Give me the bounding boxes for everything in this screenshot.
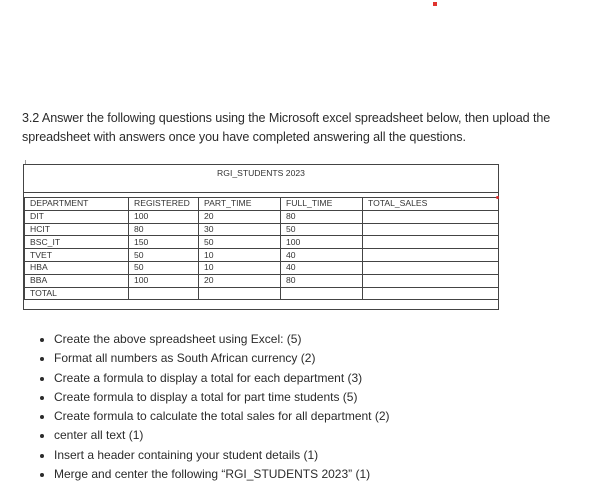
- spreadsheet-table: [23, 164, 499, 310]
- task-item: • Create formula to display a total for part time students (5): [54, 388, 390, 407]
- task-item: • center all text (1): [54, 426, 390, 445]
- table-cell: [363, 249, 499, 262]
- table-cell: [363, 223, 499, 236]
- question-text: 3.2 Answer the following questions using the Microsoft excel spreadsheet below, then upload the spreadsheet with answers once you have completed answering all the questions.: [22, 111, 551, 144]
- table-cell: HBA: [25, 261, 129, 274]
- task-item: • Merge and center the following “RGI_STUDENTS 2023” (1): [54, 465, 390, 484]
- task-item: • Create a formula to display a total for each department (3): [54, 369, 390, 388]
- table-cell: 100: [281, 236, 363, 249]
- red-marker-dot: [496, 196, 499, 199]
- table-cell: 100: [129, 210, 199, 223]
- table-cell: BSC_IT: [25, 236, 129, 249]
- table-cell: 100: [129, 274, 199, 287]
- task-item: • Create formula to calculate the total sales for all department (2): [54, 407, 390, 426]
- table-row: [25, 261, 499, 274]
- table-cell: [363, 236, 499, 249]
- table-cell: BBA: [25, 274, 129, 287]
- table-cell: 50: [281, 223, 363, 236]
- table-row: [25, 236, 499, 249]
- table-cell: TVET: [25, 249, 129, 262]
- table-row: [25, 287, 499, 300]
- column-header: TOTAL_SALES: [363, 198, 499, 211]
- task-list: [36, 330, 390, 484]
- data-grid: [24, 197, 499, 300]
- table-cell: 40: [281, 249, 363, 262]
- table-cell: [129, 287, 199, 300]
- task-item: • Format all numbers as South African currency (2): [54, 349, 390, 368]
- table-cell: 50: [129, 261, 199, 274]
- column-header: DEPARTMENT: [25, 198, 129, 211]
- table-cell: 10: [199, 249, 281, 262]
- table-cell: 80: [281, 274, 363, 287]
- table-cell: TOTAL: [25, 287, 129, 300]
- table-cell: [363, 261, 499, 274]
- table-cell: [199, 287, 281, 300]
- column-header: PART_TIME: [199, 198, 281, 211]
- table-row: [25, 223, 499, 236]
- table-title: RGI_STUDENTS 2023: [24, 165, 498, 193]
- column-header: FULL_TIME: [281, 198, 363, 211]
- column-header: REGISTERED: [129, 198, 199, 211]
- table-cell: [363, 274, 499, 287]
- table-cell: 80: [281, 210, 363, 223]
- table-cell: 20: [199, 210, 281, 223]
- table-cell: 10: [199, 261, 281, 274]
- table-row: [25, 274, 499, 287]
- table-cell: [281, 287, 363, 300]
- table-cell: 80: [129, 223, 199, 236]
- header-row: [25, 198, 499, 211]
- task-item: • Insert a header containing your student details (1): [54, 446, 390, 465]
- table-cell: 150: [129, 236, 199, 249]
- table-cell: 40: [281, 261, 363, 274]
- table-cell: DIT: [25, 210, 129, 223]
- table-cell: 50: [199, 236, 281, 249]
- table-cell: HCIT: [25, 223, 129, 236]
- table-cell: 50: [129, 249, 199, 262]
- table-cell: 30: [199, 223, 281, 236]
- table-cell: 20: [199, 274, 281, 287]
- table-cell: [363, 210, 499, 223]
- table-cell: [363, 287, 499, 300]
- table-row: [25, 210, 499, 223]
- red-mark: [433, 2, 437, 6]
- table-row: [25, 249, 499, 262]
- task-item: • Create the above spreadsheet using Excel: (5): [54, 330, 390, 349]
